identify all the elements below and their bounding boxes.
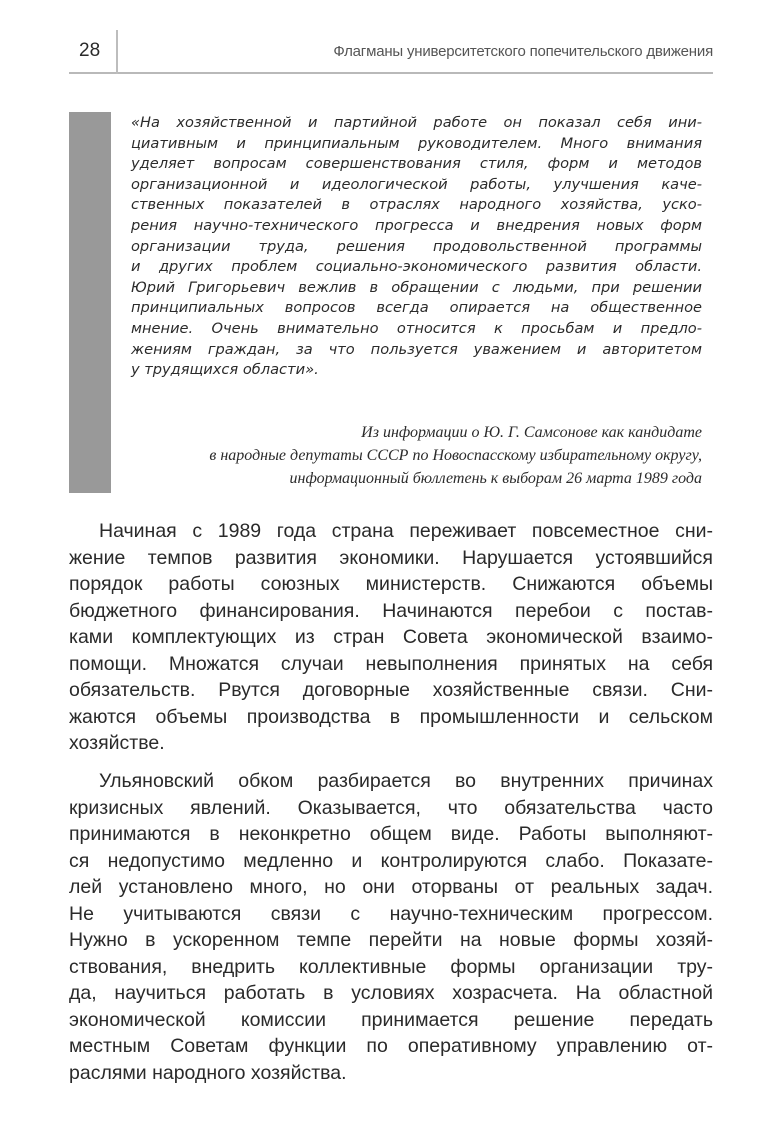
quote-line: Юрий Григорьевич вежлив в обращении с людьми, при решении bbox=[131, 278, 702, 296]
paragraph-line: раслями народного хозяйства. bbox=[69, 1061, 347, 1084]
quote-line: ственных показателей в отраслях народного хозяйства, уско- bbox=[131, 196, 702, 214]
paragraph-1 bbox=[69, 518, 713, 757]
page-number: 28 bbox=[79, 40, 101, 61]
paragraph-line: ками комплектующих из стран Совета экономической взаимо- bbox=[69, 626, 713, 648]
paragraph-line: да, научиться работать в условиях хозрасчета. На областной bbox=[69, 982, 713, 1004]
paragraph-line: помощи. Множатся случаи невыполнения принятых на себя bbox=[69, 652, 713, 675]
paragraph-line: жаются объемы производства в промышленности и сельском bbox=[69, 705, 713, 728]
quote-line: принципиальных вопросов всегда опирается на общественное bbox=[131, 299, 702, 317]
paragraph-line: Ульяновский обком разбирается во внутренних причинах bbox=[99, 770, 713, 792]
quote-line: уделяет вопросам совершенствования стиля, форм и методов bbox=[131, 155, 702, 173]
source-line: информационный бюллетень к выборам 26 марта 1989 года bbox=[289, 470, 702, 487]
quote-line: жениям граждан, за что пользуется уважением и авторитетом bbox=[131, 340, 702, 358]
paragraph-line: экономической комиссии принимается решение передать bbox=[69, 1008, 713, 1031]
quote-line: и других проблем социально-экономического развития области. bbox=[131, 258, 702, 276]
quote-line: организационной и идеологической работы, улучшения каче- bbox=[131, 175, 702, 193]
paragraph-line: жение темпов развития экономики. Нарушается устоявшийся bbox=[69, 546, 713, 569]
paragraph-line: принимаются в неконкретно общем виде. Работы выполняют- bbox=[69, 823, 713, 845]
paragraph-line: местным Советам функции по оперативному управлению от- bbox=[69, 1035, 713, 1057]
running-title: Флагманы университетского попечительского движения bbox=[333, 43, 713, 60]
paragraph-line: обязательств. Рвутся договорные хозяйственные связи. Сни- bbox=[69, 679, 713, 701]
quote-line: мнение. Очень внимательно относится к просьбам и предло- bbox=[131, 319, 702, 337]
paragraph-line: Нужно в ускоренном темпе перейти на новые формы хозяй- bbox=[69, 929, 713, 951]
quote-line: у трудящихся области». bbox=[131, 361, 319, 379]
quote-line: циативным и принципиальным руководителем. Много внимания bbox=[131, 134, 702, 152]
quote-line: «На хозяйственной и партийной работе он показал себя ини- bbox=[131, 114, 702, 131]
source-line: Из информации о Ю. Г. Самсонове как кандидате bbox=[361, 424, 702, 441]
header-divider bbox=[116, 30, 118, 74]
paragraph-line: бюджетного финансирования. Начинаются перебои с постав- bbox=[69, 599, 713, 622]
paragraph-line: Не учитываются связи с научно-техническим прогрессом. bbox=[69, 902, 713, 925]
paragraph-line: ствования, внедрить коллективные формы организации тру- bbox=[69, 955, 713, 978]
paragraph-line: хозяйстве. bbox=[69, 732, 165, 754]
paragraph-line: ся недопустимо медленно и контролируются слабо. Показате- bbox=[69, 849, 713, 872]
quote-accent-bar bbox=[69, 112, 111, 493]
paragraph-line: лей установлено много, но они оторваны от реальных задач. bbox=[69, 876, 713, 898]
quote-line: организации труда, решения продовольственной программы bbox=[131, 237, 702, 255]
quote-source bbox=[182, 421, 702, 490]
source-line: в народные депутаты СССР по Новоспасскому избирательному округу, bbox=[209, 447, 702, 464]
paragraph-line: порядок работы союзных министерств. Снижаются объемы bbox=[69, 573, 713, 595]
paragraph-line: кризисных явлений. Оказывается, что обязательства часто bbox=[69, 796, 713, 819]
page-header bbox=[69, 38, 713, 74]
epigraph-quote bbox=[131, 113, 702, 381]
paragraph-line: Начиная с 1989 года страна переживает повсеместное сни- bbox=[99, 520, 713, 542]
paragraph-2 bbox=[69, 768, 713, 1086]
quote-line: рения научно-технического прогресса и внедрения новых форм bbox=[131, 216, 702, 234]
